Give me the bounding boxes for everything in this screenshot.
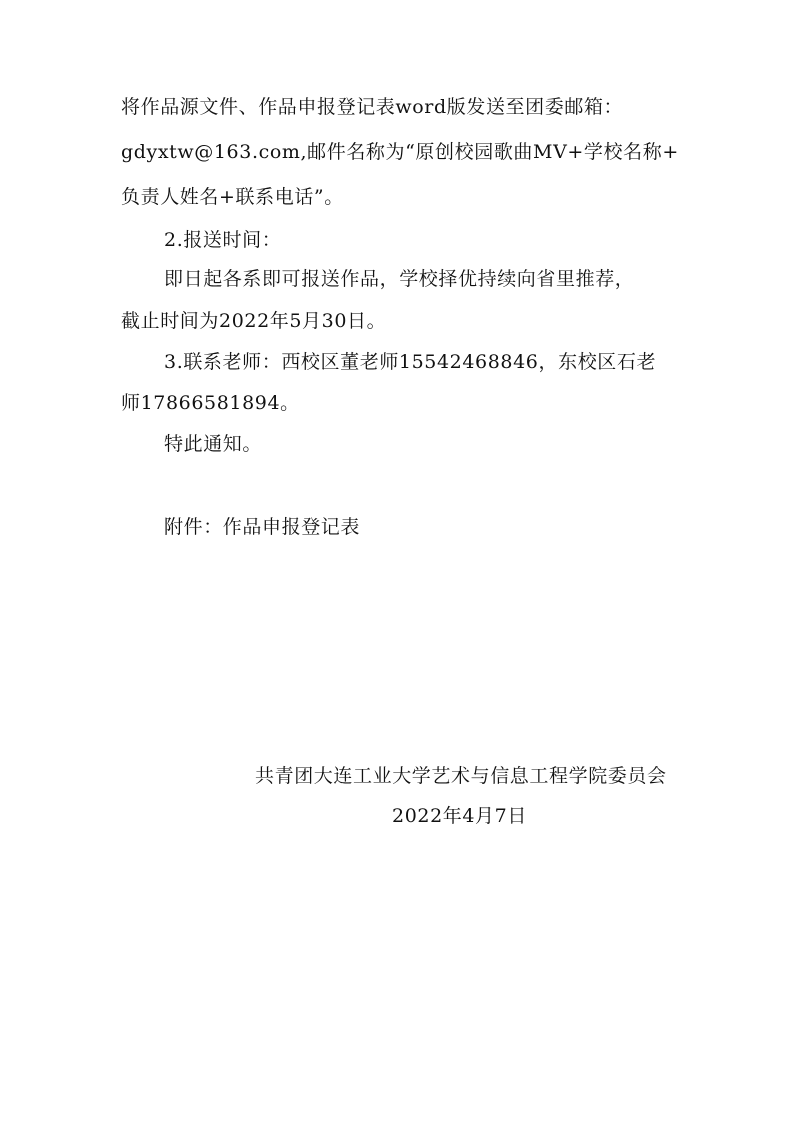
signature-organization: 共青团大连工业大学艺术与信息工程学院委员会: [255, 765, 667, 787]
body-text-line: gdyxtw@163.com,邮件名称为“原创校园歌曲MV+学校名称+: [121, 141, 679, 163]
signature-date: 2022年4月7日: [392, 805, 527, 827]
body-text-line: 负责人姓名+联系电话”。: [121, 186, 344, 208]
body-text-line: 师17866581894。: [121, 392, 300, 414]
attachment-note: 附件：作品申报登记表: [164, 516, 361, 538]
closing-notice: 特此通知。: [164, 433, 263, 455]
body-text-line: 即日起各系即可报送作品，学校择优持续向省里推荐，: [164, 268, 635, 290]
body-text-line: 截止时间为2022年5月30日。: [121, 310, 387, 332]
section-heading-submission-time: 2.报送时间：: [164, 229, 282, 251]
section-contact-teachers: 3.联系老师：西校区董老师15542468846，东校区石老: [164, 351, 657, 373]
body-text-line: 将作品源文件、作品申报登记表word版发送至团委邮箱：: [121, 96, 624, 118]
